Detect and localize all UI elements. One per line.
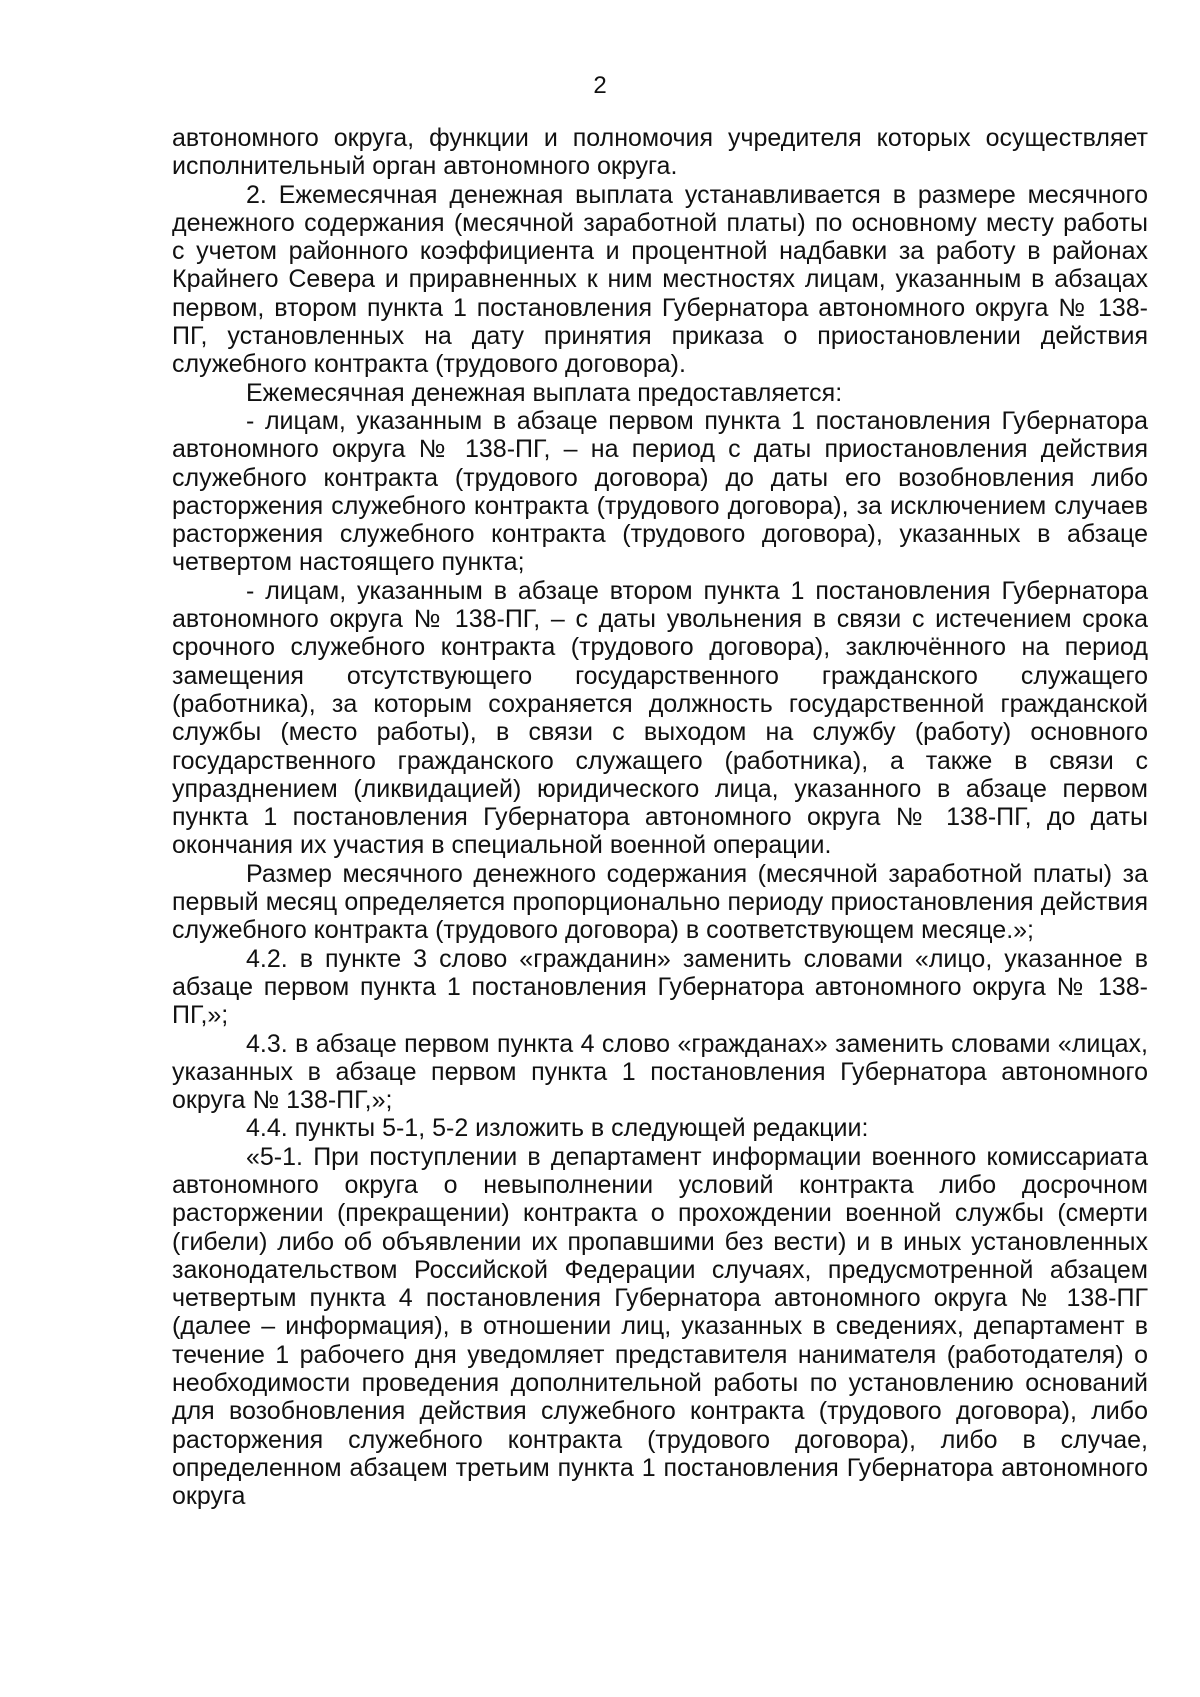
- paragraph: 4.4. пункты 5-1, 5-2 изложить в следующей редакции:: [246, 1114, 869, 1143]
- paragraph: 2. Ежемесячная денежная выплата устанавливается в размере месячного денежного содержания (месячной заработной платы) по основному месту работы с учетом районного коэффициента и процентной надбавки за работу в районах Крайнего Севера и приравненных к ним местностях лицам, указанным в абзацах первом, втором пункта 1 постановления Губернатора автономного округа № 138-ПГ, установленных на дату принятия приказа о приостановлении действия служебного контракта (трудового договора).: [172, 180, 1148, 379]
- page-number: 2: [593, 72, 607, 99]
- paragraph: - лицам, указанным в абзаце втором пункта 1 постановления Губернатора автономного округа № 138-ПГ, – с даты увольнения в связи с истечением срока срочного служебного контракта (трудового договора), заключённого на период замещения отсутствующего государственного гражданского служащего (работника), за которым сохраняется должность государственной гражданской службы (место работы), в связи с выходом на службу (работу) основного государственного гражданского служащего (работника), а также в связи с упразднением (ликвидацией) юридического лица, указанного в абзаце первом пункта 1 постановления Губернатора автономного округа № 138-ПГ, до даты окончания их участия в специальной военной операции.: [172, 576, 1148, 860]
- paragraph: 4.3. в абзаце первом пункта 4 слово «гражданах» заменить словами «лицах, указанных в абзаце первом пункта 1 постановления Губернатора автономного округа № 138-ПГ,»;: [172, 1029, 1148, 1115]
- paragraph: Размер месячного денежного содержания (месячной заработной платы) за первый месяц определяется пропорционально периоду приостановления действия служебного контракта (трудового договора) в соответствующем месяце.»;: [172, 859, 1148, 945]
- paragraph: Ежемесячная денежная выплата предоставляется:: [246, 378, 843, 407]
- paragraph: 4.2. в пункте 3 слово «гражданин» заменить словами «лицо, указанное в абзаце первом пункта 1 постановления Губернатора автономного округа № 138-ПГ,»;: [172, 944, 1148, 1030]
- paragraph: автономного округа, функции и полномочия учредителя которых осуществляет исполнительный орган автономного округа.: [172, 124, 1148, 181]
- paragraph: - лицам, указанным в абзаце первом пункта 1 постановления Губернатора автономного округа № 138-ПГ, – на период с даты приостановления действия служебного контракта (трудового договора) до даты его возобновления либо расторжения служебного контракта (трудового договора), за исключением случаев расторжения служебного контракта (трудового договора), указанных в абзаце четвертом настоящего пункта;: [172, 406, 1148, 577]
- paragraph: «5-1. При поступлении в департамент информации военного комиссариата автономного округа о невыполнении условий контракта либо досрочном расторжении (прекращении) контракта о прохождении военной службы (смерти (гибели) либо об объявлении их пропавшими без вести) и в иных установленных законодательством Российской Федерации случаях, предусмотренной абзацем четвертым пункта 4 постановления Губернатора автономного округа № 138-ПГ (далее – информация), в отношении лиц, указанных в сведениях, департамент в течение 1 рабочего дня уведомляет представителя нанимателя (работодателя) о необходимости проведения дополнительной работы по установлению оснований для возобновления действия служебного контракта (трудового договора), либо расторжения служебного контракта (трудового договора), либо в случае, определенном абзацем третьим пункта 1 постановления Губернатора автономного округа: [172, 1142, 1148, 1511]
- document-body: [172, 124, 1148, 1511]
